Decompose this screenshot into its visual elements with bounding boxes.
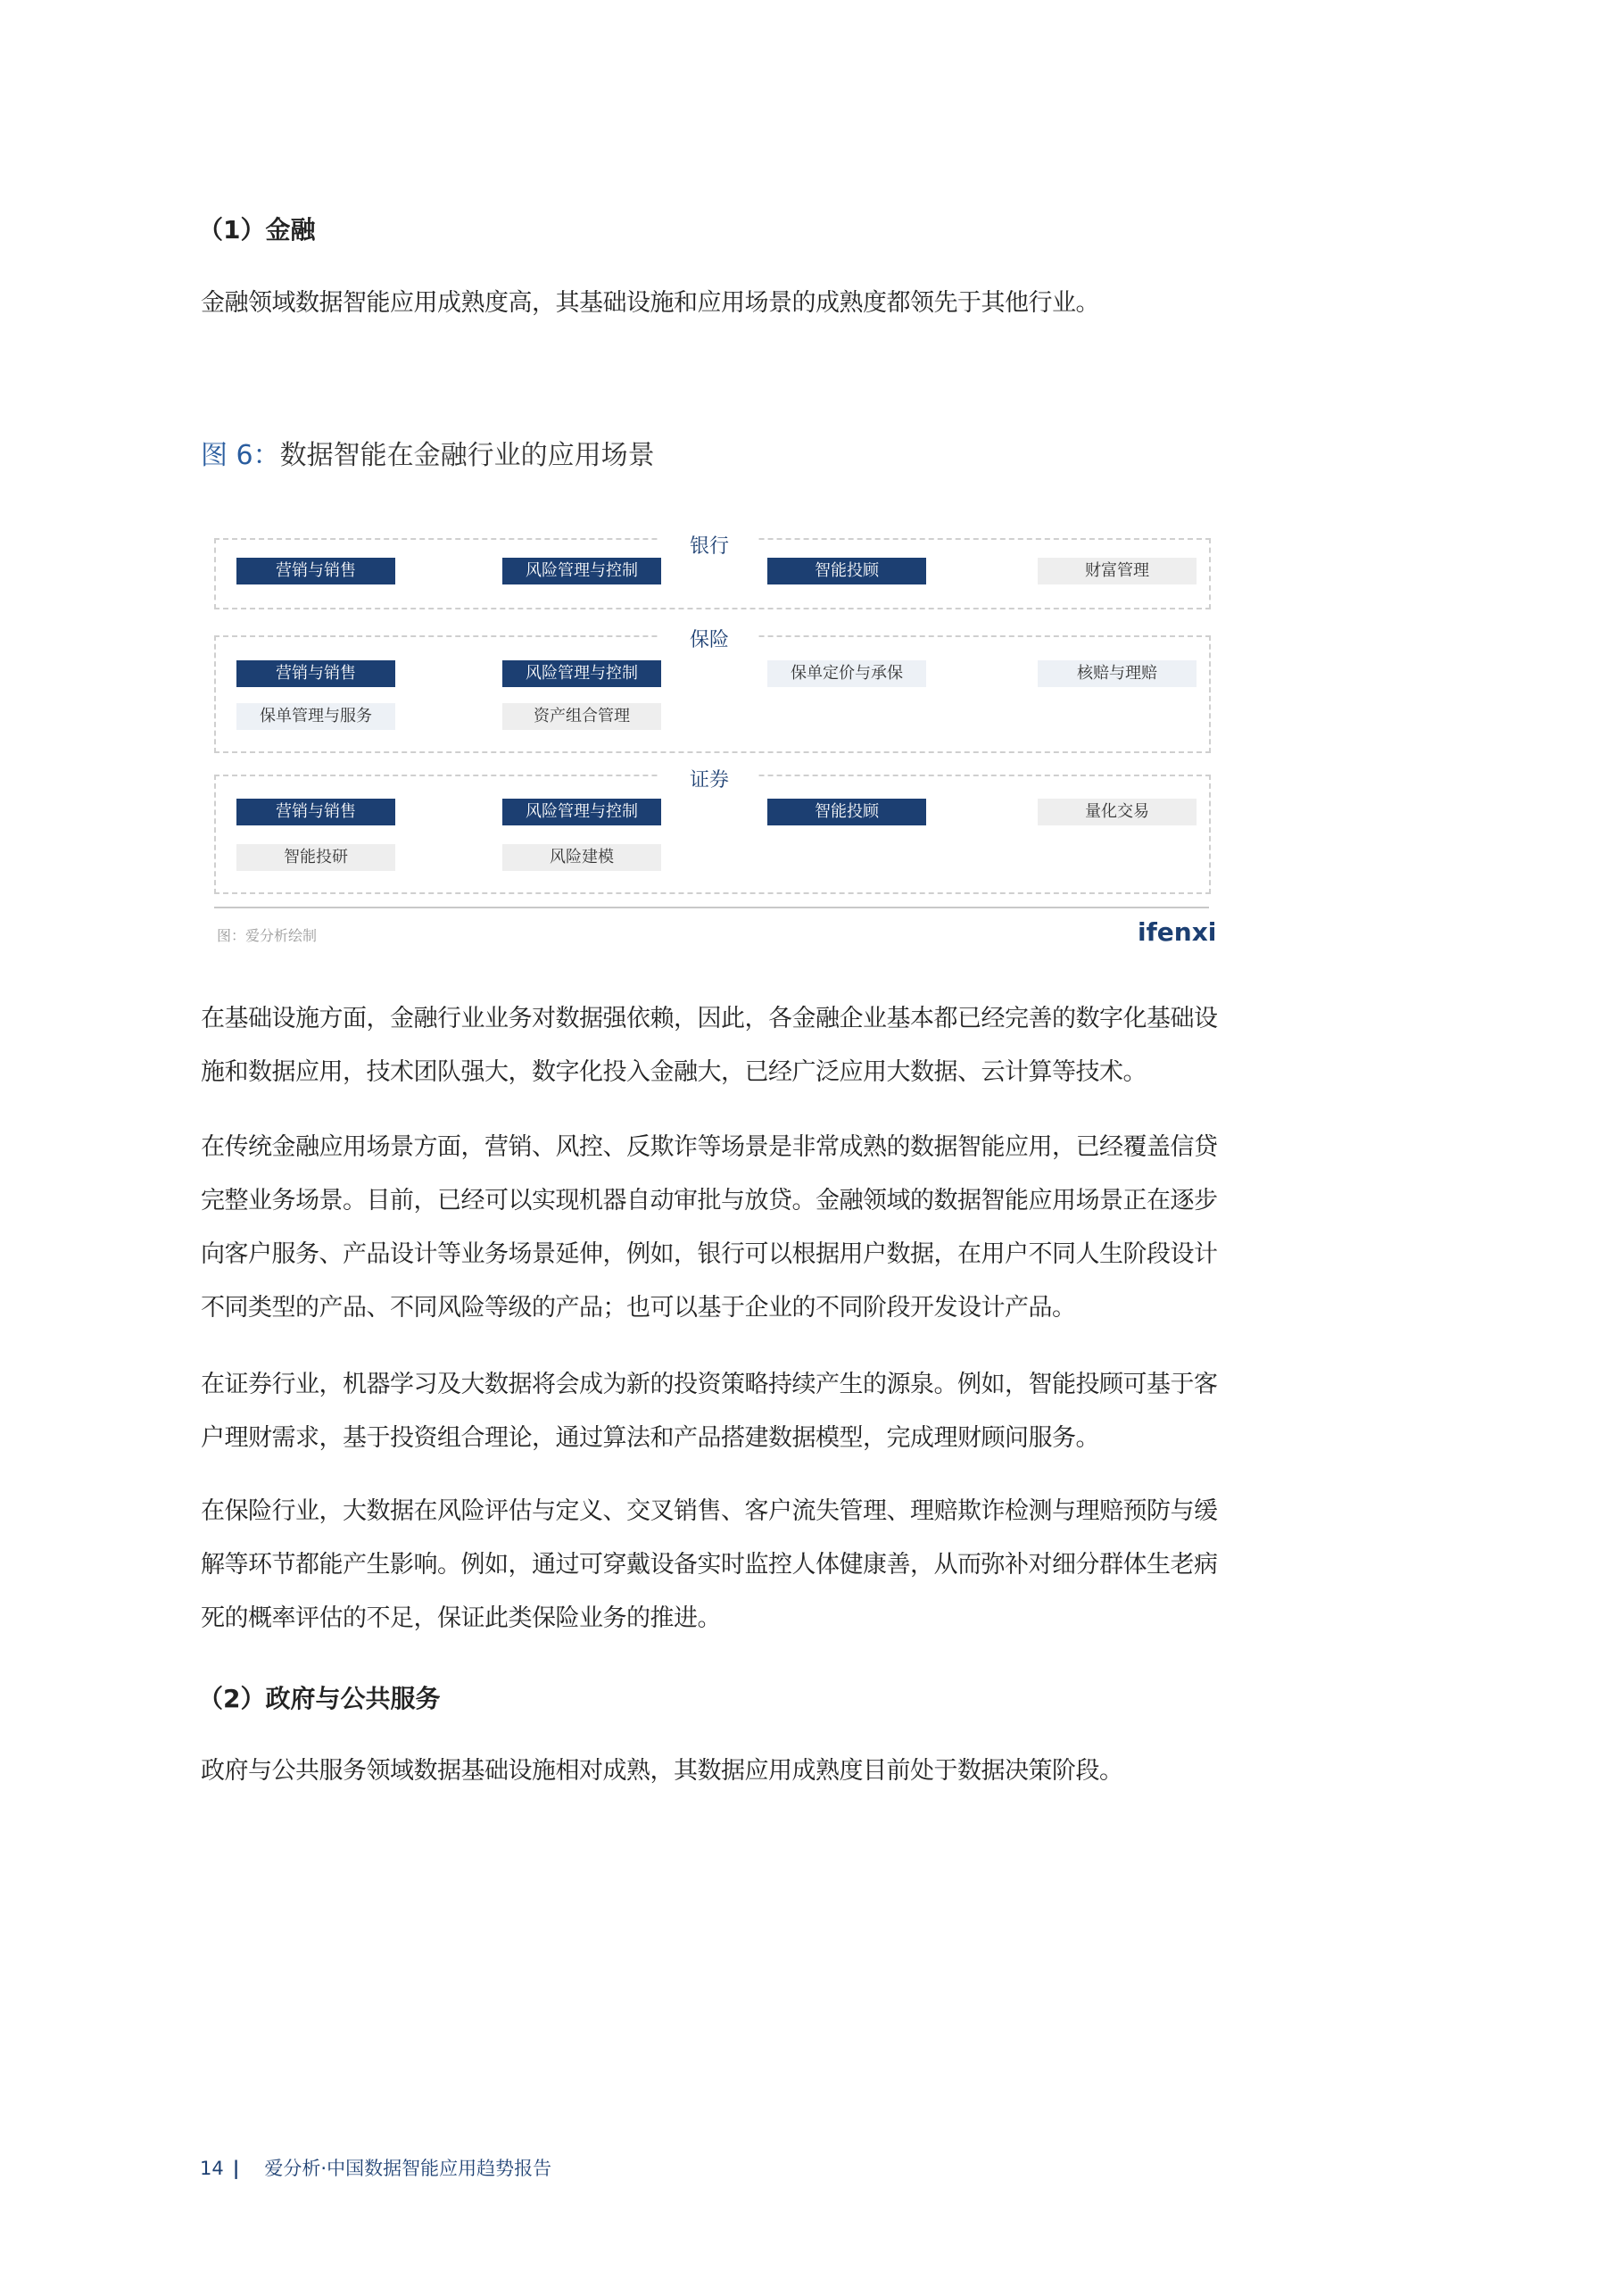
section-heading-finance: （1）金融 bbox=[198, 215, 316, 245]
figure-source: 图：爱分析绘制 bbox=[217, 927, 318, 944]
scenario-chip: 智能投顾 bbox=[767, 799, 926, 825]
group-label-bank: 银行 bbox=[660, 531, 758, 559]
group-box-securities bbox=[214, 775, 1211, 894]
figure-title bbox=[201, 433, 655, 472]
paragraph: 在基础设施方面，金融行业业务对数据强依赖，因此，各金融企业基本都已经完善的数字化基础设施和数据应用，技术团队强大，数字化投入金融大，已经广泛应用大数据、云计算等技术。 bbox=[201, 1005, 1218, 1086]
paragraph: 在证券行业，机器学习及大数据将会成为新的投资策略持续产生的源泉。例如，智能投顾可基于客户理财需求，基于投资组合理论，通过算法和产品搭建数据模型，完成理财顾问服务。 bbox=[201, 1371, 1218, 1452]
paragraph: 在保险行业，大数据在风险评估与定义、交叉销售、客户流失管理、理赔欺诈检测与理赔预防与缓解等环节都能产生影响。例如，通过可穿戴设备实时监控人体健康善，从而弥补对细分群体生老病死的概率评估的不足，保证此类保险业务的推进。 bbox=[201, 1497, 1218, 1632]
scenario-chip: 风险管理与控制 bbox=[502, 799, 661, 825]
scenario-chip: 营销与销售 bbox=[236, 558, 395, 584]
page-footer bbox=[200, 2154, 551, 2181]
scenario-chip: 核赔与理赔 bbox=[1038, 660, 1197, 687]
scenario-chip: 智能投顾 bbox=[767, 558, 926, 584]
group-label-securities: 证券 bbox=[660, 765, 758, 792]
group-label-insurance: 保险 bbox=[660, 625, 758, 652]
page-number: 14 bbox=[200, 2158, 224, 2179]
scenario-chip: 风险建模 bbox=[502, 844, 661, 871]
government-intro: 政府与公共服务领域数据基础设施相对成熟，其数据应用成熟度目前处于数据决策阶段。 bbox=[201, 1757, 1123, 1785]
group-box-insurance bbox=[214, 635, 1211, 753]
scenario-chip: 保单定价与承保 bbox=[767, 660, 926, 687]
scenario-chip: 风险管理与控制 bbox=[502, 558, 661, 584]
figure-divider bbox=[214, 907, 1209, 908]
scenario-chip: 风险管理与控制 bbox=[502, 660, 661, 687]
paragraph: 在传统金融应用场景方面，营销、风控、反欺诈等场景是非常成熟的数据智能应用，已经覆盖信贷完整业务场景。目前，已经可以实现机器自动审批与放贷。金融领域的数据智能应用场景正在逐步向客户服务、产品设计等业务场景延伸，例如，银行可以根据用户数据，在用户不同人生阶段设计不同类型的产品、不同风险等级的产品；也可以基于企业的不同阶段开发设计产品。 bbox=[201, 1133, 1218, 1322]
scenario-chip: 量化交易 bbox=[1038, 799, 1197, 825]
footer-separator: | bbox=[232, 2158, 240, 2179]
scenario-chip: 营销与销售 bbox=[236, 799, 395, 825]
scenario-chip: 财富管理 bbox=[1038, 558, 1197, 584]
figure-title-text: 数据智能在金融行业的应用场景 bbox=[279, 440, 655, 471]
scenario-chip: 智能投研 bbox=[236, 844, 395, 871]
section-heading-government: （2）政府与公共服务 bbox=[198, 1684, 441, 1713]
scenario-chip: 保单管理与服务 bbox=[236, 703, 395, 730]
report-title: 爱分析·中国数据智能应用趋势报告 bbox=[264, 2158, 552, 2179]
scenario-chip: 资产组合管理 bbox=[502, 703, 661, 730]
finance-intro: 金融领域数据智能应用成熟度高，其基础设施和应用场景的成熟度都领先于其他行业。 bbox=[201, 289, 1099, 317]
scenario-chip: 营销与销售 bbox=[236, 660, 395, 687]
ifenxi-logo: ifenxi bbox=[1138, 917, 1217, 947]
figure-number: 图 6： bbox=[201, 440, 280, 471]
